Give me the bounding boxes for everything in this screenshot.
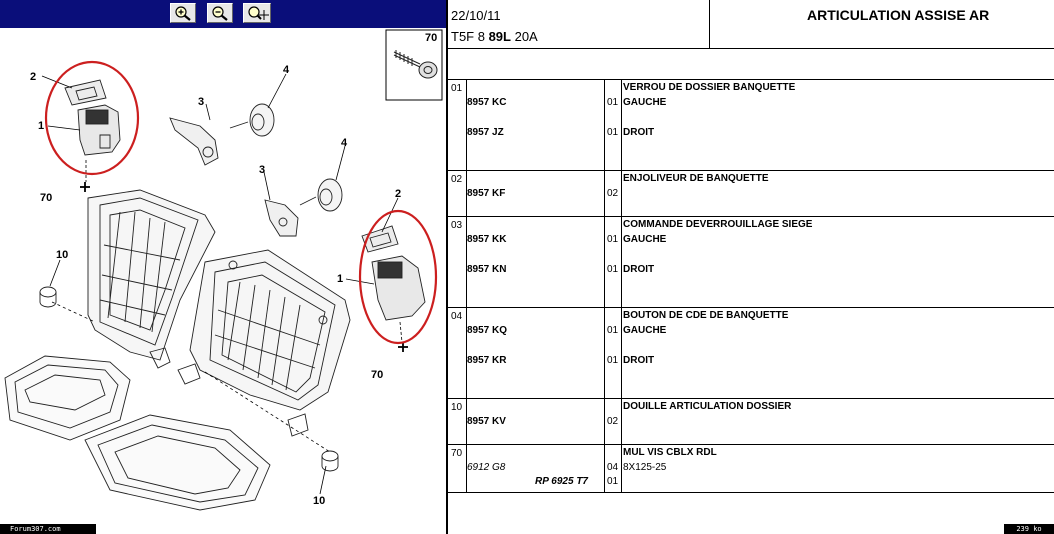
callout-2-right: 2: [395, 188, 402, 200]
release-control-top: [170, 118, 218, 165]
knob-top: [230, 104, 274, 136]
part-side: DROIT: [623, 264, 655, 275]
part-description: MUL VIS CBLX RDL: [623, 447, 717, 458]
callout-10-right: 10: [313, 495, 326, 507]
trim-left: [65, 80, 106, 105]
part-code: 8957 KK: [467, 234, 507, 245]
right-seat-cushion: [85, 415, 270, 510]
knob-bottom: [300, 179, 342, 211]
callout-2-left: 2: [30, 71, 37, 83]
screw-box-label: 70: [425, 32, 438, 44]
part-code: 8957 KR: [467, 355, 507, 366]
part-side: GAUCHE: [623, 97, 667, 108]
zoom-area-button[interactable]: [243, 3, 271, 23]
zoom-out-button[interactable]: [207, 3, 233, 23]
callout-1-left: 1: [38, 120, 45, 132]
quantity: 02: [607, 416, 619, 427]
part-code-alt: RP 6925 T7: [535, 476, 588, 487]
quantity: 01: [607, 127, 619, 138]
part-side: GAUCHE: [623, 325, 667, 336]
part-description: VERROU DE DOSSIER BANQUETTE: [623, 82, 796, 93]
seat-drawing: [0, 28, 446, 524]
part-code: 8957 KV: [467, 416, 506, 427]
ref-number: 70: [451, 448, 463, 459]
part-side: DROIT: [623, 355, 655, 366]
bushing-left: [40, 287, 56, 307]
zoom-area-icon: [246, 5, 270, 21]
callout-10-left: 10: [56, 249, 69, 261]
exploded-diagram: [0, 0, 446, 534]
callout-1-right: 1: [337, 273, 344, 285]
part-side: DROIT: [623, 127, 655, 138]
part-code: 8957 JZ: [467, 127, 504, 138]
file-size-badge: 239 ko: [1004, 524, 1054, 534]
callout-70-right: 70: [371, 369, 384, 381]
right-seat-back-frame: [190, 250, 350, 410]
quantity: 02: [607, 188, 619, 199]
part-code: 8957 KC: [467, 97, 507, 108]
diagram-toolbar: [0, 0, 446, 28]
release-control-bottom: [265, 200, 298, 236]
quantity: 04: [607, 462, 619, 473]
quantity: 01: [607, 325, 619, 336]
lock-left: [78, 105, 120, 155]
bushing-right: [322, 451, 338, 471]
callout-70-left: 70: [40, 192, 53, 204]
part-code: 8957 KF: [467, 188, 506, 199]
callout-3-bottom: 3: [259, 164, 266, 176]
quantity: 01: [607, 264, 619, 275]
part-description: COMMANDE DEVERROUILLAGE SIEGE: [623, 219, 813, 230]
quantity: 01: [607, 234, 619, 245]
part-code: 8957 KN: [467, 264, 507, 275]
ref-number: 03: [451, 220, 463, 231]
page-title: ARTICULATION ASSISE AR: [807, 7, 990, 23]
part-description: BOUTON DE CDE DE BANQUETTE: [623, 310, 789, 321]
site-watermark: Forum307.com: [0, 524, 96, 534]
quantity: 01: [607, 97, 619, 108]
callout-3-top: 3: [198, 96, 205, 108]
zoom-in-icon: [173, 5, 193, 21]
ref-number: 01: [451, 83, 463, 94]
quantity: 01: [607, 355, 619, 366]
left-seat-cushion: [5, 356, 130, 440]
header-date: 22/10/11: [451, 8, 501, 23]
zoom-in-button[interactable]: [170, 3, 196, 23]
part-side: GAUCHE: [623, 234, 667, 245]
lock-right: [372, 256, 425, 320]
part-description: DOUILLE ARTICULATION DOSSIER: [623, 401, 792, 412]
part-description: ENJOLIVEUR DE BANQUETTE: [623, 173, 769, 184]
parts-table: [448, 0, 1054, 534]
ref-number: 10: [451, 402, 463, 413]
part-code: 6912 G8: [467, 462, 506, 473]
zoom-out-icon: [210, 5, 230, 21]
callout-4-top: 4: [283, 64, 290, 76]
ref-number: 02: [451, 174, 463, 185]
ref-number: 04: [451, 311, 463, 322]
part-spec: 8X125-25: [623, 462, 667, 473]
header-model: T5F 8 89L 20A: [451, 29, 538, 44]
part-code: 8957 KQ: [467, 325, 508, 336]
quantity: 01: [607, 476, 619, 487]
callout-4-bottom: 4: [341, 137, 348, 149]
